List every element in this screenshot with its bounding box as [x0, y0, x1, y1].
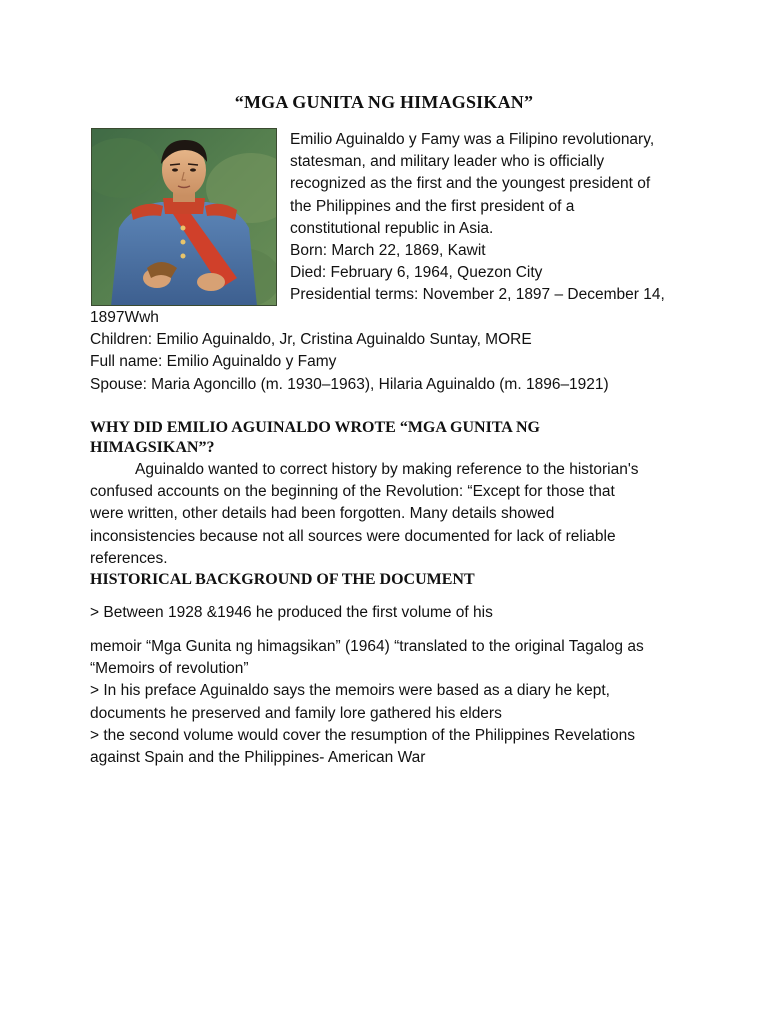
why-paragraph-line: confused accounts on the beginning of the Revolution: “Except for those that	[90, 483, 615, 501]
born-line: Born: March 22, 1869, Kawit	[290, 242, 486, 260]
why-paragraph-line: inconsistencies because not all sources were documented for lack of reliable	[90, 527, 616, 545]
why-heading-line: HIMAGSIKAN”?	[90, 439, 215, 456]
died-line: Died: February 6, 1964, Quezon City	[290, 264, 543, 282]
intro-line: recognized as the first and the youngest president of	[290, 175, 651, 193]
historical-line: memoir “Mga Gunita ng himagsikan” (1964) “translated to the original Tagalog as	[90, 638, 644, 655]
historical-bullet: > In his preface Aguinaldo says the memoirs were based as a diary he kept,	[90, 682, 610, 700]
presidential-terms-line: Presidential terms: November 2, 1897 – December 14,	[290, 286, 665, 304]
why-heading-line: WHY DID EMILIO AGUINALDO WROTE “MGA GUNITA NG	[90, 419, 540, 436]
historical-line: against Spain and the Philippines- American War	[90, 749, 426, 767]
intro-line: Emilio Aguinaldo y Famy was a Filipino revolutionary,	[290, 131, 655, 148]
historical-bullet: > Between 1928 &1946 he produced the first volume of his	[90, 604, 493, 621]
why-paragraph	[90, 459, 690, 570]
why-paragraph-line: were written, other details had been forgotten. Many details showed	[90, 505, 555, 523]
intro-line: the Philippines and the first president of a	[290, 197, 575, 215]
why-paragraph-line: Aguinaldo wanted to correct history by making reference to the historian's	[135, 461, 639, 478]
document-title: “MGA GUNITA NG HIMAGSIKAN”	[234, 92, 534, 112]
full-name-line: Full name: Emilio Aguinaldo y Famy	[90, 353, 337, 371]
historical-bullet: > the second volume would cover the resumption of the Philippines Revelations	[90, 726, 635, 744]
terms-continuation-line: 1897Wwh	[90, 309, 159, 326]
portrait-painting-icon	[91, 128, 277, 306]
historical-line: documents he preserved and family lore gathered his elders	[90, 704, 502, 722]
historical-line: “Memoirs of revolution”	[90, 660, 249, 678]
historical-background-heading: HISTORICAL BACKGROUND OF THE DOCUMENT	[90, 571, 475, 588]
spouse-line: Spouse: Maria Agoncillo (m. 1930–1963), Hilaria Aguinaldo (m. 1896–1921)	[90, 375, 609, 393]
facts-block	[90, 307, 690, 396]
why-heading	[90, 418, 690, 458]
intro-text-block	[290, 129, 690, 307]
intro-line: statesman, and military leader who is officially	[290, 153, 605, 171]
historical-paragraph	[90, 636, 690, 769]
why-paragraph-line: references.	[90, 549, 168, 567]
children-line: Children: Emilio Aguinaldo, Jr, Cristina Aguinaldo Suntay, MORE	[90, 331, 532, 349]
intro-line: constitutional republic in Asia.	[290, 219, 494, 237]
